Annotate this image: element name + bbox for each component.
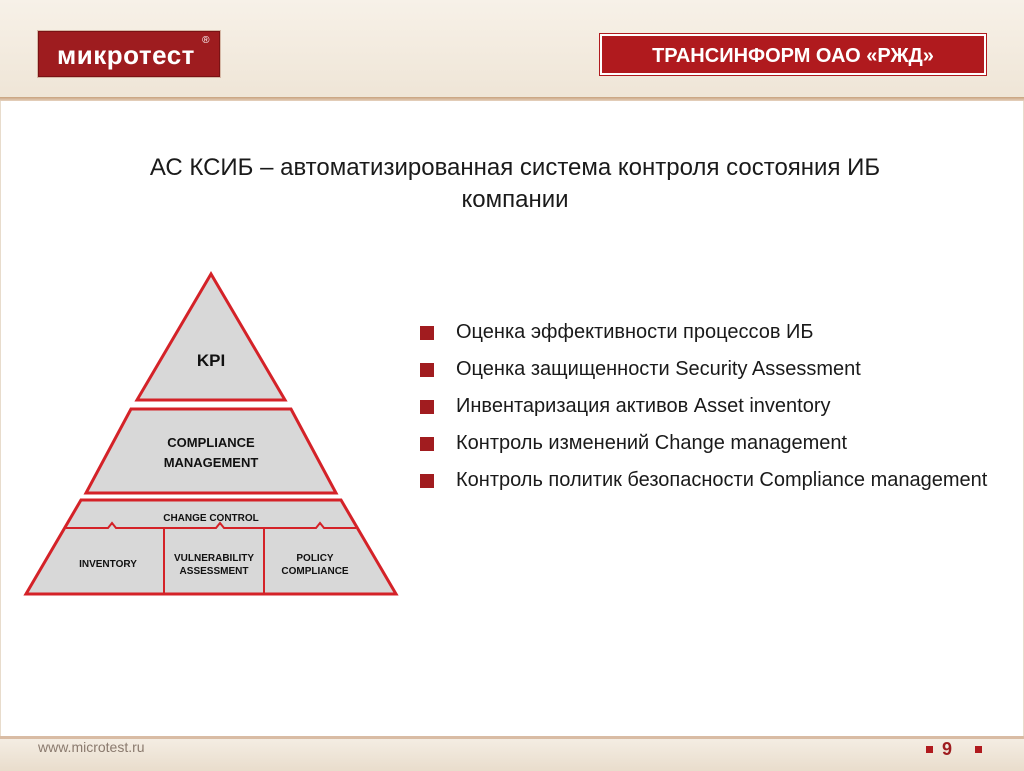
slide-title-line-1: АС КСИБ – автоматизированная система контроля состояния ИБ [149,154,881,181]
slide-title-line-2: компании [461,186,569,213]
list-item [420,355,1000,384]
slide-title [60,152,970,216]
pyramid-tier-compliance-management [86,409,336,493]
page-dot-left-icon [926,746,933,753]
pyramid-tier-kpi [137,274,285,400]
bullet-square-icon [420,474,434,488]
bullet-square-icon [420,363,434,377]
bullet-text: Оценка эффективности процессов ИБ [456,321,814,343]
registered-mark: ® [202,35,210,46]
security-pyramid-diagram [20,268,402,600]
bullet-text: Контроль изменений Change management [456,432,848,454]
bullet-square-icon [420,437,434,451]
bullet-square-icon [420,326,434,340]
pyramid-label-compliance: COMPLIANCE [167,435,255,450]
list-item [420,429,1000,458]
company-label: ТРАНСИНФОРМ ОАО «РЖД» [600,34,986,75]
list-item [420,466,1000,495]
page-number: 9 [942,739,953,759]
pyramid-label-management: MANAGEMENT [163,455,259,470]
bullet-square-icon [420,400,434,414]
pyramid-label-kpi: KPI [196,351,226,370]
pyramid-label-change-control: CHANGE CONTROL [163,513,259,524]
pyramid-label-assessment: ASSESSMENT [179,566,249,577]
microtest-logo [38,31,220,77]
pyramid-label-inventory: INVENTORY [79,559,137,570]
bullet-text: Оценка защищенности Security Assessment [456,358,861,380]
pyramid-label-policy-compliance: COMPLIANCE [281,566,349,577]
bullet-text: Инвентаризация активов Asset inventory [456,395,831,417]
logo-text: микротест [57,40,195,70]
bullet-text: Контроль политик безопасности Compliance management [456,469,988,491]
list-item [420,392,1000,421]
pyramid-label-vulnerability: VULNERABILITY [174,553,254,564]
footer-website-url: www.microtest.ru [38,739,145,755]
feature-bullet-list [420,318,1000,503]
list-item [420,318,1000,347]
pyramid-label-policy: POLICY [296,553,334,564]
page-dot-right-icon [975,746,982,753]
footer-band [0,736,1024,771]
